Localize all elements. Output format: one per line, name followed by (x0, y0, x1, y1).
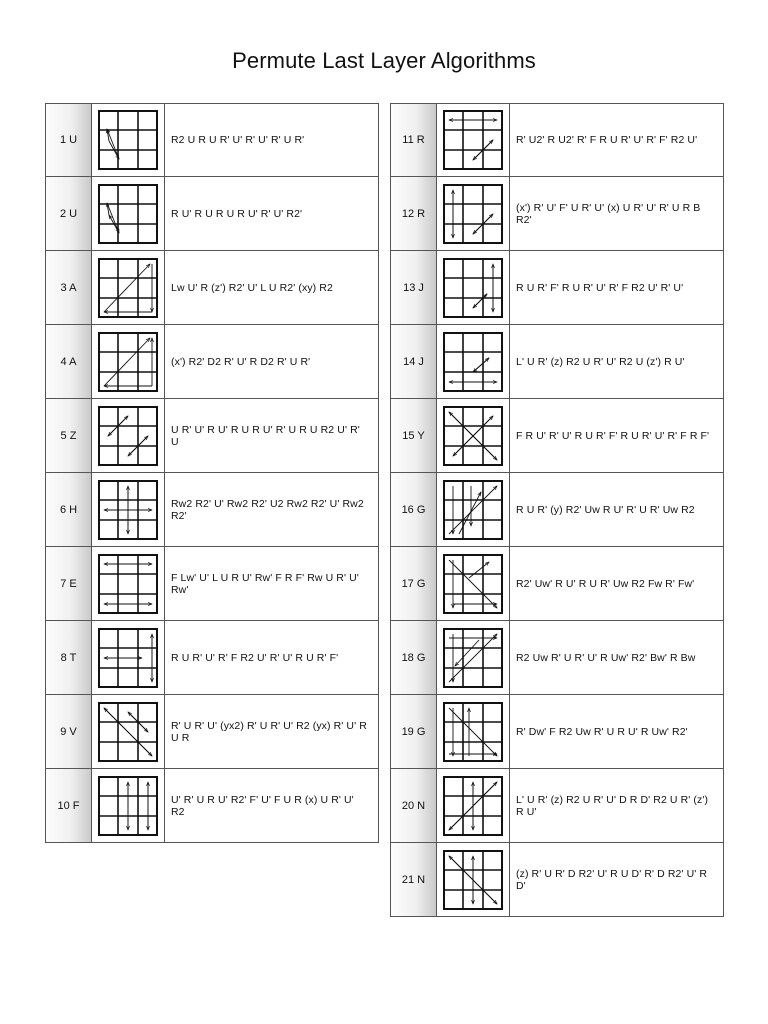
algorithm-row (45, 399, 379, 473)
algorithm-row (45, 621, 379, 695)
diagram-cell (437, 547, 510, 620)
pll-diagram (443, 184, 503, 244)
algorithm-text: L' U R' (z) R2 U R' U' D R D' R2 U R' (z') R U' (516, 793, 709, 818)
algorithm-row (45, 547, 379, 621)
diagram-cell (92, 769, 165, 842)
algorithm-label: 1 U (46, 104, 92, 176)
algorithm-row (390, 399, 724, 473)
diagram-cell (437, 769, 510, 842)
permutation-arrow (104, 708, 152, 756)
algorithm-row (390, 547, 724, 621)
algorithm-row (45, 103, 379, 177)
algorithm-label: 2 U (46, 177, 92, 250)
pll-diagram (98, 776, 158, 836)
algorithm-label: 7 E (46, 547, 92, 620)
pll-diagram (98, 258, 158, 318)
algorithm-row (390, 769, 724, 843)
diagram-cell (437, 399, 510, 472)
algorithm-text: R2 U R U R' U' R' U' R' U R' (171, 134, 305, 146)
algorithm-text: R2 Uw R' U R' U' R Uw' R2' Bw' R Bw (516, 651, 696, 664)
algorithm-text: R' U R' U' (yx2) R' U R' U' R2 (yx) R' U' R U R (171, 719, 367, 744)
diagram-cell (437, 473, 510, 546)
algorithm-row (45, 695, 379, 769)
algorithm-label: 12 R (391, 177, 437, 250)
algorithm-label: 18 G (391, 621, 437, 694)
algorithm-text: Lw U' R (z') R2' U' L U R2' (xy) R2 (171, 281, 333, 294)
algorithm-label: 20 N (391, 769, 437, 842)
algorithm-row (390, 325, 724, 399)
algorithm-text: R U R' (y) R2' Uw R U' R' U R' Uw R2 (516, 503, 695, 516)
permutation-arrow (455, 640, 479, 666)
algorithm-row (390, 473, 724, 547)
algorithm-label: 4 A (46, 325, 92, 398)
algorithm-label: 19 G (391, 695, 437, 768)
diagram-cell (92, 621, 165, 694)
algorithm-row (45, 325, 379, 399)
algorithm-text: F Lw' U' L U R U' Rw' F R F' Rw U R' U' Rw' (171, 571, 359, 596)
pll-diagram (98, 332, 158, 392)
pll-diagram (443, 628, 503, 688)
diagram-cell (437, 251, 510, 324)
diagram-cell (437, 695, 510, 768)
pll-diagram (443, 110, 503, 170)
algorithm-text: Rw2 R2' U' Rw2 R2' U2 Rw2 R2' U' Rw2 R2' (171, 497, 364, 522)
algorithm-row (390, 843, 724, 917)
permutation-arrow (473, 358, 489, 372)
algorithm-text: R U R' F' R U R' U' R' F R2 U' R' U' (516, 281, 684, 294)
algorithm-row (45, 177, 379, 251)
algorithm-text: R2' Uw' R U' R U R' Uw R2 Fw R' Fw' (516, 577, 695, 590)
left-algorithm-table (45, 103, 379, 843)
algorithm-row (390, 621, 724, 695)
algorithm-label: 9 V (46, 695, 92, 768)
algorithm-label: 16 G (391, 473, 437, 546)
algorithm-row (45, 473, 379, 547)
pll-diagram (443, 258, 503, 318)
algorithm-label: 13 J (391, 251, 437, 324)
diagram-cell (92, 251, 165, 324)
algorithm-label: 15 Y (391, 399, 437, 472)
permutation-arrow (449, 486, 497, 534)
permutation-arrow (107, 129, 119, 159)
algorithm-label: 8 T (46, 621, 92, 694)
diagram-cell (437, 177, 510, 250)
pll-diagram (98, 554, 158, 614)
algorithm-label: 14 J (391, 325, 437, 398)
pll-diagram (443, 332, 503, 392)
diagram-cell (92, 177, 165, 250)
pll-diagram (98, 184, 158, 244)
diagram-cell (92, 399, 165, 472)
algorithm-label: 21 N (391, 843, 437, 916)
algorithm-text: F R U' R' U' R U R' F' R U R' U' R' F R F' (516, 429, 710, 442)
permutation-arrow (469, 562, 489, 578)
permutation-arrow (449, 634, 497, 682)
pll-diagram (98, 110, 158, 170)
diagram-cell (437, 325, 510, 398)
algorithm-row (390, 695, 724, 769)
permutation-arrow (449, 560, 497, 608)
diagram-cell (92, 547, 165, 620)
algorithm-text: U R' U' R U' R U R U' R' U R U R2 U' R' U (171, 423, 360, 448)
pll-diagram (98, 480, 158, 540)
page-title: Permute Last Layer Algorithms (232, 48, 536, 73)
algorithm-label: 10 F (46, 769, 92, 842)
diagram-cell (437, 104, 510, 176)
pll-diagram (98, 406, 158, 466)
diagram-cell (92, 473, 165, 546)
diagram-cell (437, 621, 510, 694)
pll-diagram (98, 702, 158, 762)
algorithm-row (390, 103, 724, 177)
diagram-cell (92, 695, 165, 768)
algorithm-text: (x') R' U' F' U R' U' (x) U R' U' R' U R B R2' (516, 201, 701, 226)
algorithm-text: R U R' U' R' F R2 U' R' U' R U R' F' (171, 651, 339, 664)
algorithm-label: 17 G (391, 547, 437, 620)
permutation-arrow (104, 338, 150, 386)
diagram-cell (92, 104, 165, 176)
pll-diagram (443, 776, 503, 836)
algorithm-text: (x') R2' D2 R' U' R D2 R' U R' (171, 355, 311, 368)
diagram-cell (92, 325, 165, 398)
permutation-arrow (449, 708, 497, 756)
pll-diagram (443, 480, 503, 540)
algorithm-text: R U' R U R U R U' R' U' R2' (171, 207, 303, 220)
algorithm-label: 3 A (46, 251, 92, 324)
pll-diagram (443, 702, 503, 762)
algorithm-label: 5 Z (46, 399, 92, 472)
pll-diagram (98, 628, 158, 688)
algorithm-row (390, 177, 724, 251)
pll-diagram (443, 406, 503, 466)
algorithm-text: R' Dw' F R2 Uw R' U R U' R Uw' R2' (516, 725, 688, 738)
permutation-arrow (107, 203, 119, 233)
algorithm-text: L' U R' (z) R2 U R' U' R2 U (z') R U' (516, 355, 685, 368)
permutation-arrow (473, 294, 487, 308)
algorithm-text: (z) R' U R' D R2' U' R U D' R' D R2' U' R D' (516, 867, 708, 892)
algorithm-text: R' U2' R U2' R' F R U R' U' R' F' R2 U' (516, 134, 698, 146)
right-algorithm-table (390, 103, 724, 917)
permutation-arrow (104, 264, 150, 312)
algorithm-row (45, 251, 379, 325)
pll-diagram (443, 850, 503, 910)
algorithm-text: U' R' U R U' R2' F' U' F U R (x) U R' U' R2 (171, 793, 354, 818)
algorithm-row (45, 769, 379, 843)
algorithm-label: 6 H (46, 473, 92, 546)
algorithm-label: 11 R (391, 104, 437, 176)
algorithm-row (390, 251, 724, 325)
pll-diagram (443, 554, 503, 614)
diagram-cell (437, 843, 510, 916)
